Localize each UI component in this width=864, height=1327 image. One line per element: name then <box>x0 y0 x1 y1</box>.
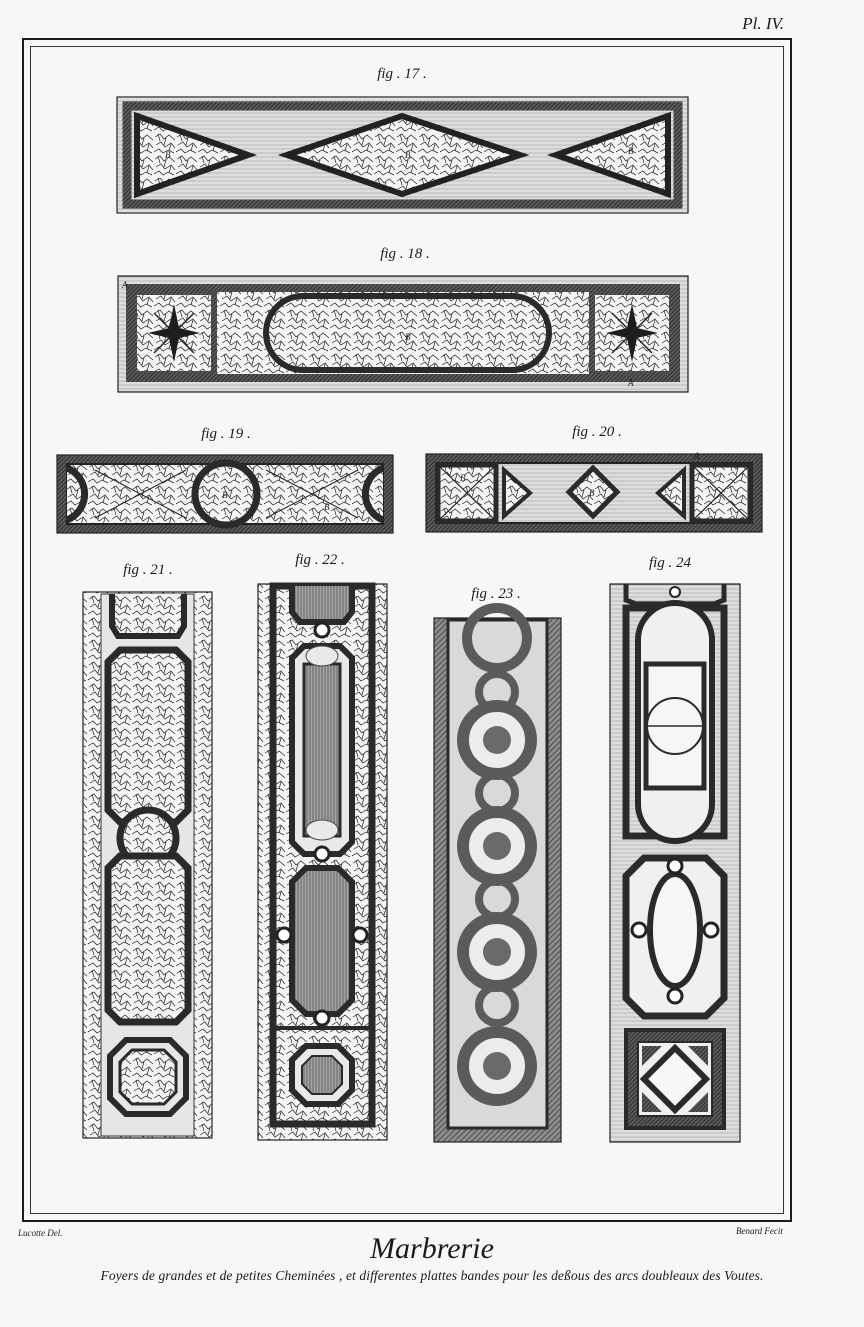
figure-17-drawing <box>117 97 688 213</box>
plate-subtitle: Foyers de grandes et de petites Cheminées , et differentes plattes bandes pour les deßous des arcs doubleaux des Voutes. <box>100 1268 764 1283</box>
figure-22-drawing <box>258 584 387 1140</box>
letter-b-19: B <box>222 490 228 500</box>
figure-18-label: fig . 18 . <box>380 246 430 262</box>
letter-a-18b: A <box>628 378 634 388</box>
figure-23-label: fig . 23 . <box>471 586 521 602</box>
letter-b-20a: B <box>460 473 466 483</box>
figure-19-label: fig . 19 . <box>201 426 251 442</box>
letter-b-17c: B <box>628 146 634 156</box>
letter-a-20: A <box>694 451 700 461</box>
figure-21-label: fig . 21 . <box>123 562 173 578</box>
figure-17-label: fig . 17 . <box>377 66 427 82</box>
plate-number: Pl. IV. <box>742 14 784 33</box>
figure-24-drawing <box>610 584 740 1142</box>
credit-draftsman: Lucotte Del. <box>18 1228 63 1238</box>
letter-b-17a: B <box>165 150 171 160</box>
letter-a-18a: A <box>122 280 128 290</box>
figure-19-drawing <box>57 455 393 533</box>
figure-22-label: fig . 22 . <box>295 552 345 568</box>
letter-b-20b: B <box>589 488 595 498</box>
figure-18-drawing <box>118 276 688 392</box>
figure-21-drawing <box>83 592 212 1138</box>
figure-20-label: fig . 20 . <box>572 424 622 440</box>
credit-engraver: Benard Fecit <box>736 1226 783 1236</box>
letter-b-19b: B <box>324 502 330 512</box>
figure-24-label: fig . 24 <box>648 555 692 571</box>
figure-20-drawing <box>426 451 762 532</box>
plate-title: Marbrerie <box>370 1232 494 1265</box>
figure-23-drawing <box>434 608 561 1142</box>
letter-b-18: B <box>405 332 411 342</box>
letter-b-17b: B <box>405 150 411 160</box>
